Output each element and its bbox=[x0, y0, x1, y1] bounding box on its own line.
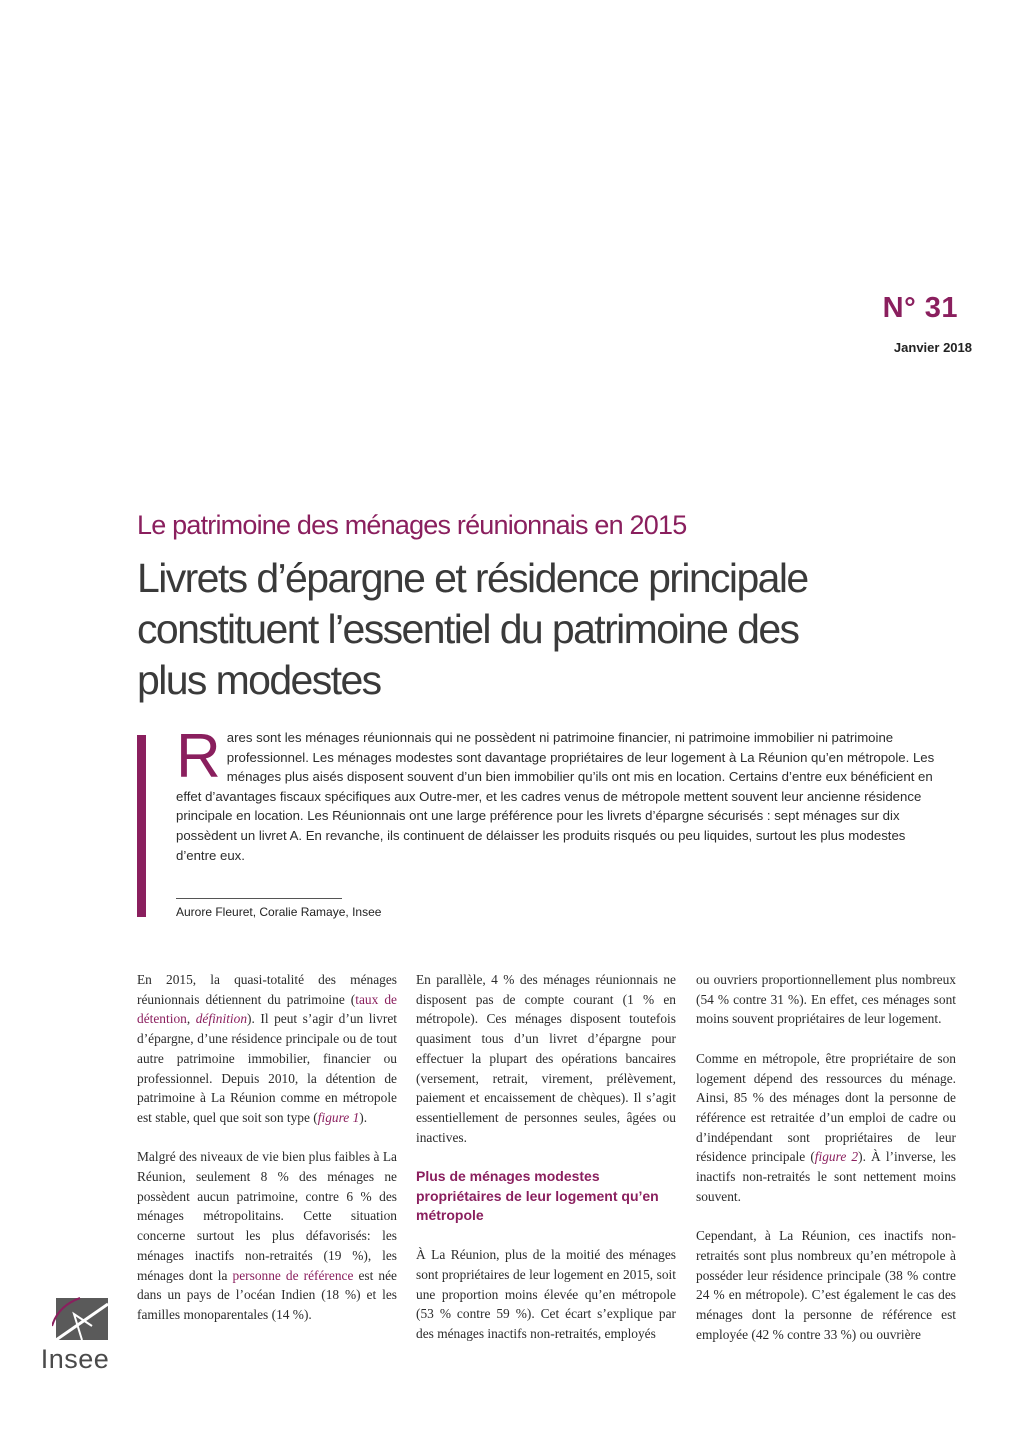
column-1 bbox=[137, 970, 397, 1344]
paragraph bbox=[137, 970, 397, 1128]
authors-divider bbox=[176, 898, 342, 899]
column-3 bbox=[696, 970, 956, 1364]
paragraph: Cependant, à La Réunion, ces inactifs non-retraités sont plus nombreux qu’en métropole à posséder leur résidence principale (38 % contre 24 % en métropole). C’est également le cas des ménages dont la personne de référence est employée (42 % contre 33 %) ou ouvrière bbox=[696, 1228, 956, 1342]
abstract bbox=[176, 722, 936, 865]
issue-date: Janvier 2018 bbox=[893, 340, 972, 355]
insee-wordmark: Insee bbox=[40, 1344, 110, 1374]
paragraph-text: ). À l’inverse, les inactifs non-retraités le sont nettement moins souvent. bbox=[696, 1149, 957, 1204]
insee-logo-mark-icon bbox=[52, 1296, 110, 1346]
paragraph-text: est née dans un pays de l’océan Indien (18 %) et les familles monoparentales (14 %). bbox=[137, 1267, 398, 1322]
abstract-text: ares sont les ménages réunionnais qui ne possèdent ni patrimoine financier, ni patrimoine immobilier ni patrimoine professionnel. Les ménages modestes sont davantage propriétaires de leur logement à La Réunion qu’en métropole. Les ménages plus aisés disposent souvent d’un bien immobilier qu’ils ont mis en location. Certains d’entre eux bénéficient en effet d’avantages fiscaux spécifiques aux Outre-mer, et les cadres venus de métropole mettent souvent leur ancienne résidence principale en location. Les Réunionnais ont une large préférence pour les livrets d’épargne sécurisés : sept ménages sur dix possèdent un livret A. En revanche, ils continuent de délaisser les produits risqués ou peu liquides, surtout les plus modestes d’entre eux. bbox=[176, 730, 935, 863]
paragraph: En parallèle, 4 % des ménages réunionnais ne disposent pas de compte courant (1 % en métropole). Ces ménages disposent toutefois quasiment tous d’un livret d’épargne pour effectuer la plupart des opérations bancaires (versement, retrait, virement, prélèvement, paiement et encaissement de chèques). Il s’agit essentiellement de personnes seules, âgées ou inactives. bbox=[416, 972, 676, 1145]
supertitle: Le patrimoine des ménages réunionnais en 2015 bbox=[137, 510, 687, 540]
link-definition[interactable]: définition bbox=[195, 1011, 248, 1027]
insee-logo bbox=[30, 1296, 120, 1380]
paragraph-text: ). Il peut s’agir d’un livret d’épargne, d’une résidence principale ou de tout autre patrimoine immobilier, financier ou professionnel. Depuis 2010, la détention de patrimoine à La Réunion comme en métropole est stable, quel que soit son type ( bbox=[137, 1011, 397, 1125]
abstract-dropcap: R bbox=[176, 722, 221, 791]
paragraph-text: Malgré des niveaux de vie bien plus faibles à La Réunion, seulement 8 % des ménages ne possèdent aucun patrimoine, contre 6 % des ménages métropolitains. Cette situation concerne surtout les plus défavorisés: les ménages inactifs non-retraités (19 %), les ménages dont la bbox=[137, 1149, 397, 1283]
paragraph: À La Réunion, plus de la moitié des ménages sont propriétaires de leur logement en 2015, soit une proportion moins élevée qu’en métropole (53 % contre 59 %). Cet écart s’explique par des ménages inactifs non-retraités, employés bbox=[416, 1247, 676, 1342]
paragraph bbox=[696, 1049, 956, 1207]
paragraph: ou ouvriers proportionnellement plus nombreux (54 % contre 31 %). En effet, ces ménages sont moins souvent propriétaires de leur logement. bbox=[696, 972, 956, 1027]
paragraph bbox=[137, 1147, 397, 1324]
link-taux-de-detention[interactable]: taux de détention bbox=[137, 991, 397, 1027]
issue-number: N° 31 bbox=[882, 292, 958, 324]
link-personne-de-reference[interactable]: personne de référence bbox=[232, 1267, 354, 1283]
link-figure-2[interactable]: figure 2 bbox=[814, 1149, 859, 1165]
link-figure-1[interactable]: figure 1 bbox=[317, 1109, 360, 1125]
paragraph-text: En 2015, la quasi-totalité des ménages réunionnais détiennent du patrimoine ( bbox=[137, 972, 397, 1007]
paragraph-text: Comme en métropole, être propriétaire de son logement dépend des ressources du ménage. Ainsi, 85 % des ménages dont la personne de référence est retraitée d’un emploi de cadre ou d’indépendant sont propriétaires de leur résidence principale ( bbox=[696, 1050, 956, 1165]
authors: Aurore Fleuret, Coralie Ramaye, Insee bbox=[176, 905, 382, 919]
column-2 bbox=[416, 970, 676, 1363]
paragraph-text: ). bbox=[359, 1109, 368, 1125]
main-title: Livrets d’épargne et résidence principale constituent l’essentiel du patrimoine des plus modestes bbox=[137, 555, 808, 703]
paragraph-text: , bbox=[186, 1011, 196, 1027]
abstract-accent-bar bbox=[137, 735, 146, 917]
section-heading: Plus de ménages modestes propriétaires de leur logement qu’en métropole bbox=[416, 1168, 659, 1224]
